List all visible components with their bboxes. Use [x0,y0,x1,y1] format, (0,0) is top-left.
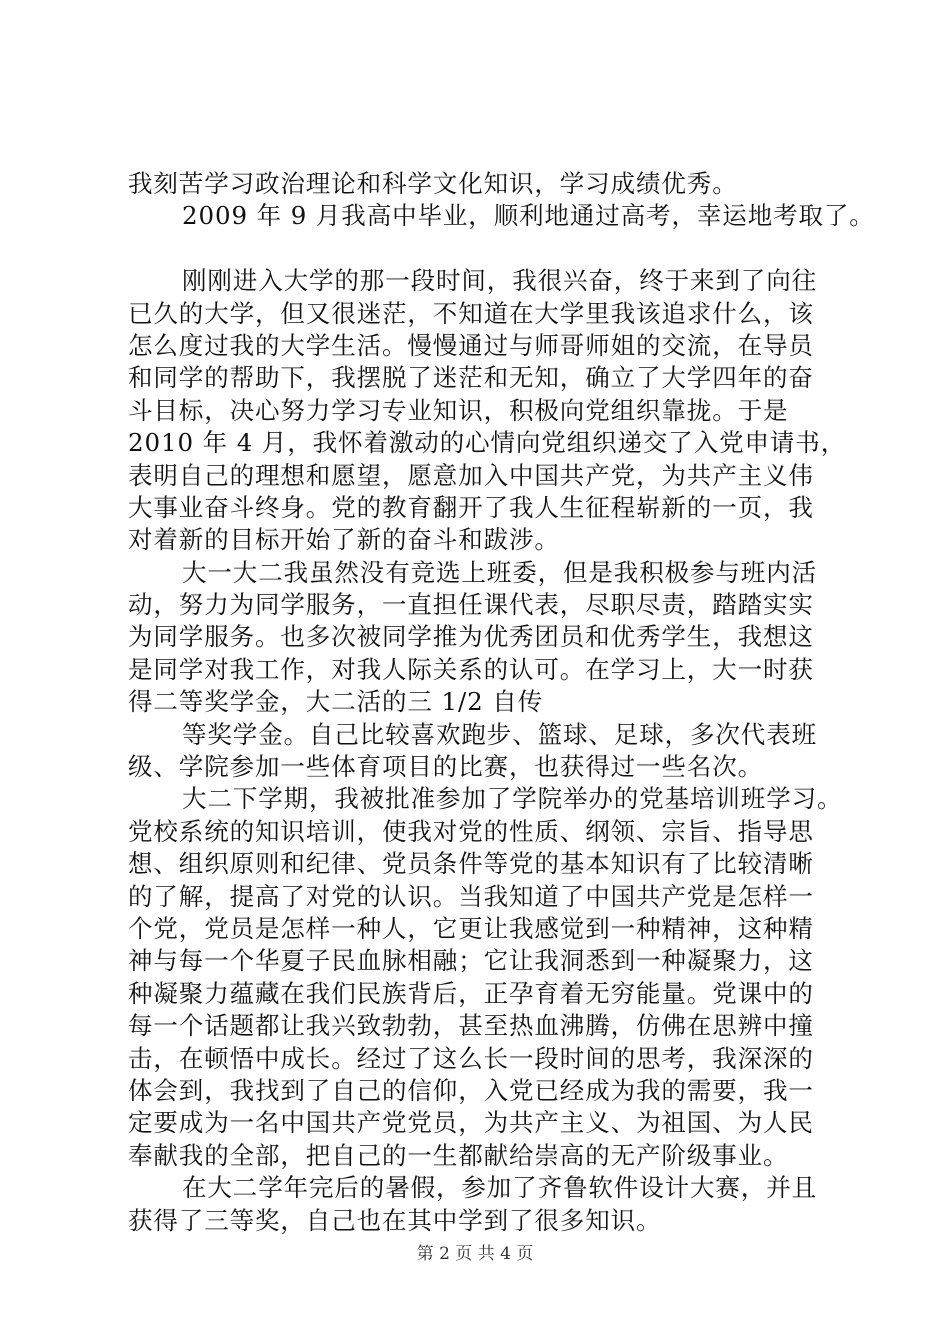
text-line: 个党，党员是怎样一种人，它更让我感觉到一种精神，这种精 [128,913,814,943]
text-line: 得二等奖学金，大二活的三 1/2 自传 [128,687,544,717]
text-line: 在大二学年完后的暑假，参加了齐鲁软件设计大赛，并且 [182,1173,817,1203]
text-line: 2009 年 9 月我高中毕业，顺利地通过高考，幸运地考取了。 [182,201,875,231]
text-line: 击，在顿悟中成长。经过了这么长一段时间的思考，我深深的 [128,1043,814,1073]
text-line: 刚刚进入大学的那一段时间，我很兴奋，终于来到了向往 [182,266,817,296]
text-line: 的了解，提高了对党的认识。当我知道了中国共产党是怎样一 [128,881,814,911]
document-body [128,168,875,1237]
text-line: 获得了三等奖，自己也在其中学到了很多知识。 [128,1205,662,1235]
text-line: 我刻苦学习政治理论和科学文化知识，学习成绩优秀。 [128,169,738,198]
blank-line [128,233,848,265]
text-line: 等奖学金。自己比较喜欢跑步、篮球、足球，多次代表班 [182,719,817,749]
text-line: 体会到，我找到了自己的信仰，入党已经成为我的需要，我一 [128,1075,814,1105]
text-line: 2010 年 4 月，我怀着激动的心情向党组织递交了入党申请书， [128,428,847,458]
text-line: 表明自己的理想和愿望，愿意加入中国共产党，为共产主义伟 [128,460,814,490]
text-line: 定要成为一名中国共产党党员，为共产主义、为祖国、为人民 [128,1108,814,1138]
text-line: 党校系统的知识培训，使我对党的性质、纲领、宗旨、指导思 [128,816,814,846]
text-line: 斗目标，决心努力学习专业知识，积极向党组织靠拢。于是 [128,395,789,425]
text-line: 为同学服务。也多次被同学推为优秀团员和优秀学生，我想这 [128,622,814,652]
text-line: 是同学对我工作，对我人际关系的认可。在学习上，大一时获 [128,654,814,684]
text-line: 种凝聚力蕴藏在我们民族背后，正孕育着无穷能量。党课中的 [128,978,814,1008]
text-line: 大事业奋斗终身。党的教育翻开了我人生征程崭新的一页，我 [128,492,814,522]
text-line: 动，努力为同学服务，一直担任课代表，尽职尽责，踏踏实实 [128,590,814,620]
text-line: 对着新的目标开始了新的奋斗和跋涉。 [128,525,560,555]
text-line: 已久的大学，但又很迷茫，不知道在大学里我该追求什么，该 [128,298,814,328]
text-line: 奉献我的全部，把自己的一生都献给崇高的无产阶级事业。 [128,1140,789,1170]
text-line: 级、学院参加一些体育项目的比赛，也获得过一些名次。 [128,752,763,782]
page-footer: 第 2 页 共 4 页 [416,1244,534,1264]
text-line: 神与每一个华夏子民血脉相融；它让我洞悉到一种凝聚力，这 [128,946,814,976]
text-line: 想、组织原则和纪律、党员条件等党的基本知识有了比较清晰 [128,849,814,879]
text-line: 大二下学期，我被批准参加了学院举办的党基培训班学习。 [182,784,843,814]
text-line: 和同学的帮助下，我摆脱了迷茫和无知，确立了大学四年的奋 [128,363,814,393]
text-line: 大一大二我虽然没有竞选上班委，但是我积极参与班内活 [182,557,817,587]
text-line: 每一个话题都让我兴致勃勃，甚至热血沸腾，仿佛在思辨中撞 [128,1011,814,1041]
text-line: 怎么度过我的大学生活。慢慢通过与师哥师姐的交流，在导员 [128,330,814,360]
